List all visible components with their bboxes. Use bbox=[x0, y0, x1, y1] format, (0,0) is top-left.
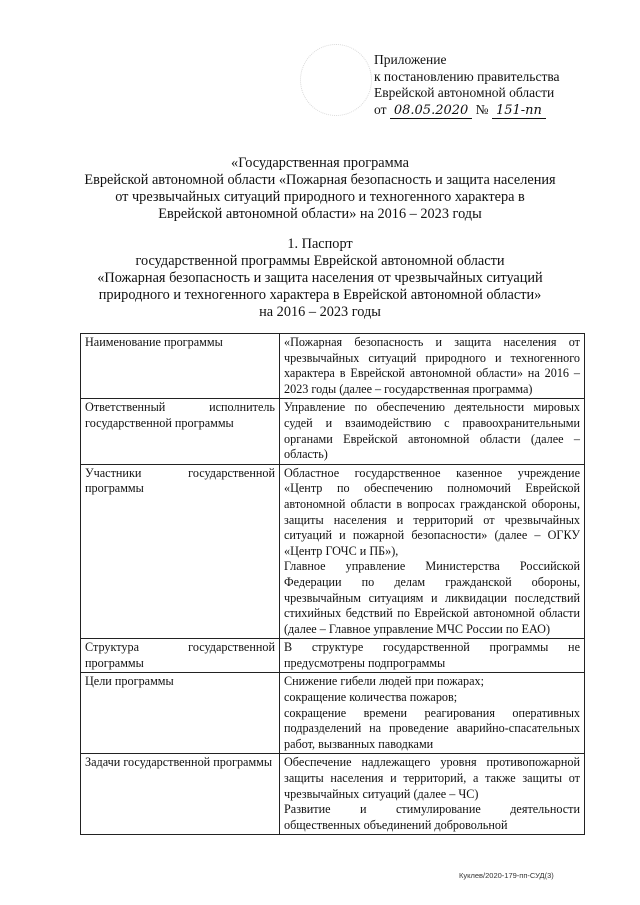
row-paragraph: Управление по обеспечению деятельности мировых судей и взаимодействию с правоохранительными органами Еврейской автономной области (далее – область) bbox=[284, 400, 580, 462]
number-value: 151-пп bbox=[492, 103, 546, 119]
row-value bbox=[280, 639, 585, 673]
program-heading bbox=[0, 155, 640, 223]
date-value: 08.05.2020 bbox=[390, 103, 472, 119]
passport-line5: на 2016 – 2023 годы bbox=[259, 304, 381, 320]
appendix-line1: Приложение bbox=[374, 52, 447, 67]
row-paragraph: Главное управление Министерства Российской Федерации по делам гражданской обороны, чрезвычайным ситуациям и ликвидации последствий стихийных бедствий по Еврейской автономной области (далее – Главное управление МЧС России по ЕАО) bbox=[284, 559, 580, 636]
row-value bbox=[280, 399, 585, 464]
passport-line1: 1. Паспорт bbox=[287, 236, 353, 252]
row-paragraph: Областное государственное казенное учреждение «Центр по обеспечению полномочий Еврейской автономной области в вопросах гражданской обороны, защиты населения и территорий от чрезвычайных ситуаций и пожарной безопасности» (далее – ОГКУ «Центр ГОЧС и ПБ»), bbox=[284, 465, 580, 558]
row-value bbox=[280, 673, 585, 754]
heading-line4: Еврейской автономной области» на 2016 – 2023 годы bbox=[158, 206, 482, 222]
footer-code: Куклев/2020-179-пп-СУД(3) bbox=[459, 871, 554, 880]
row-paragraph: сокращение количества пожаров; bbox=[284, 690, 458, 705]
passport-table bbox=[80, 333, 585, 835]
heading-line3: от чрезвычайных ситуаций природного и техногенного характера в bbox=[115, 189, 525, 205]
table-row bbox=[81, 334, 585, 399]
passport-line2: государственной программы Еврейской автономной области bbox=[135, 253, 505, 269]
row-paragraph: Развитие и стимулирование деятельности общественных объединений добровольной bbox=[284, 802, 580, 832]
heading-line2: Еврейской автономной области «Пожарная безопасность и защита населения bbox=[84, 172, 556, 188]
row-label: Цели программы bbox=[81, 673, 280, 754]
table-row bbox=[81, 754, 585, 835]
table-row bbox=[81, 673, 585, 754]
number-prefix: № bbox=[475, 101, 489, 117]
seal-stamp bbox=[300, 44, 372, 116]
row-label: Наименование программы bbox=[81, 334, 280, 399]
row-label: Структура государственной программы bbox=[81, 639, 280, 673]
table-row bbox=[81, 639, 585, 673]
row-paragraph: Снижение гибели людей при пожарах; bbox=[284, 674, 485, 689]
row-value bbox=[280, 334, 585, 399]
passport-line3: «Пожарная безопасность и защита населения от чрезвычайных ситуаций bbox=[97, 270, 543, 286]
row-label: Ответственный исполнитель государственной программы bbox=[81, 399, 280, 464]
row-value bbox=[280, 754, 585, 835]
heading-line1: «Государственная программа bbox=[231, 155, 409, 171]
passport-heading bbox=[0, 236, 640, 321]
appendix-line2: к постановлению правительства bbox=[374, 68, 560, 84]
row-paragraph: Обеспечение надлежащего уровня противопожарной защиты населения и территорий, а также защиты от чрезвычайных ситуаций (далее – ЧС) bbox=[284, 755, 580, 801]
table-row bbox=[81, 464, 585, 639]
row-label: Задачи государственной программы bbox=[81, 754, 280, 835]
appendix-date-line bbox=[374, 102, 560, 120]
table-row bbox=[81, 399, 585, 464]
passport-line4: природного и техногенного характера в Еврейской автономной области» bbox=[98, 287, 542, 303]
row-paragraph: В структуре государственной программы не предусмотрены подпрограммы bbox=[284, 640, 580, 670]
row-paragraph: сокращение времени реагирования оперативных подразделений на проведение аварийно-спасательных работ, вызванных паводками bbox=[284, 705, 580, 751]
row-label: Участники государственной программы bbox=[81, 464, 280, 639]
date-prefix: от bbox=[374, 101, 387, 117]
row-paragraph: «Пожарная безопасность и защита населения от чрезвычайных ситуаций природного и техногенного характера в Еврейской автономной области» на 2016 – 2023 годы (далее – государственная программа) bbox=[284, 335, 580, 396]
appendix-header bbox=[374, 52, 560, 119]
appendix-line3: Еврейской автономной области bbox=[374, 85, 555, 100]
row-value bbox=[280, 464, 585, 639]
